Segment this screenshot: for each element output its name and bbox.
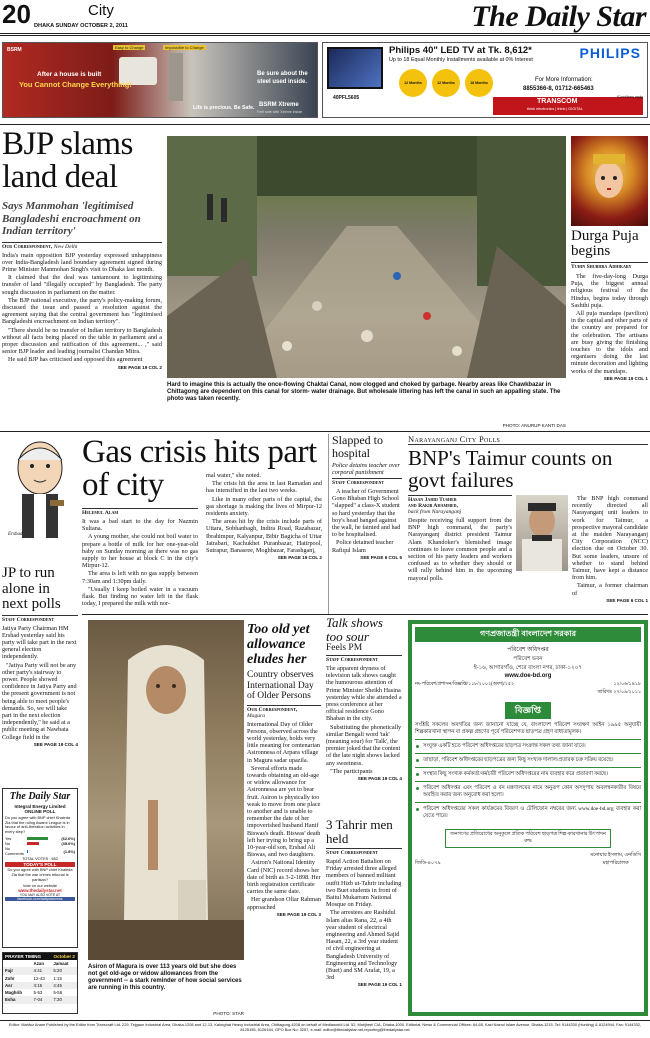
govt-ad[interactable]	[408, 620, 648, 1016]
poll-option-bar	[27, 837, 48, 840]
poll-option-pct: (35.6%)	[61, 841, 75, 847]
masthead	[0, 0, 650, 36]
govt-ad-signature: মনোয়ার ইসলাম, এনডিসি	[590, 853, 641, 858]
poll-website[interactable]: www.thedailystar.net	[18, 888, 62, 894]
ad-philips-brand: PHILIPS	[579, 45, 641, 61]
ad-bsrm-product-sub: Feel safe with Xtreme inside	[257, 110, 303, 114]
poll-option-pct: (62.6%)	[61, 836, 75, 842]
jp-headline[interactable]: JP to run alone in next polls	[2, 565, 61, 612]
garbage-scene-graphic	[167, 136, 566, 378]
cartoon-label: Ershad	[8, 532, 23, 537]
ad-philips[interactable]	[322, 42, 648, 118]
gas-byline: Helemul Alam	[82, 508, 198, 516]
bullet-icon	[416, 787, 419, 790]
poll-sms: YOU MAY ALSO VOTE AT	[19, 893, 61, 898]
taimur-photo[interactable]	[516, 495, 568, 571]
govt-ad-code: জিডি-৪০৭৯	[415, 861, 441, 866]
online-poll	[2, 788, 78, 948]
month-badges	[399, 69, 499, 99]
taimur-body-left: Despite receiving full support from the BNP high command, the party's Narayanganj district president Taimur Alam Khandoker's blemished image continues to leave common people and a section of his party leaders and workers confused as to whether they should or will rally behind him in the upcoming mayoral polls.	[408, 517, 512, 582]
sour-byline: Staff Correspondent	[326, 655, 402, 663]
bullet-icon	[416, 759, 419, 762]
month-badge: 18 Months	[465, 69, 493, 97]
tahrir-jump[interactable]: SEE PAGE 19 COL 1	[357, 982, 402, 988]
taimur-headline[interactable]: BNP's Taimur counts on govt failures	[408, 446, 613, 492]
ad-philips-info: For More Information:	[535, 77, 593, 83]
elder-byline: Our Correspondent, Magura	[247, 705, 321, 719]
taimur-portrait-graphic	[516, 495, 568, 571]
prayer-cell: Asr	[5, 982, 13, 988]
govt-ad-point: পরিবেশ অধিদপ্তরের সকল কার্যক্রমের বিবরণ ও টেলিফোন নম্বরের জন্য www.doe-bd.org ব্যবহার করা যেতে পারে।	[415, 802, 641, 823]
prayer-cell: Esha	[5, 997, 16, 1003]
sour-deck: Feels PM	[326, 643, 363, 653]
taimur-jump[interactable]: SEE PAGE 6 COL 1	[606, 597, 648, 603]
poll-option-label: Yes	[5, 836, 12, 842]
cartoon	[4, 436, 76, 554]
hospital-deck: Police detains teacher over corporal punishment	[332, 462, 400, 476]
poll-option-label: No Comments	[5, 846, 24, 857]
prayer-cell: 5-56	[53, 990, 63, 996]
canal-story	[167, 136, 566, 428]
ad-bsrm-line1: After a house is built	[37, 71, 102, 78]
govt-ad-points	[415, 739, 641, 823]
govt-ad-ministry: পরিবেশ অধিদপ্তর	[507, 647, 549, 653]
govt-ad-date-label: তারিখঃ	[597, 690, 613, 695]
lead-headline[interactable]: BJP slams land deal	[2, 126, 133, 195]
sour-body: The apparent dryness of television talk shows caught the humourous attention of Prime Minister Sheikh Hasina yesterday while she attended a press conference at her official residence Gono Bhaban in the city. Substituting the phonetically similar Bengali word 'tak' (meaning sour) for 'Talk', the premier joked that the content of the late night shows lacked any sweetness. "The participants	[326, 665, 402, 775]
prayer-header: PRAYER TIMING October 2	[5, 954, 75, 959]
poll-title: ONLINE POLL	[24, 809, 56, 814]
govt-ad-website[interactable]: www.doe-bd.org	[504, 673, 552, 679]
lead-story	[2, 128, 162, 428]
sour-jump[interactable]: SEE PAGE 19 COL 4	[357, 776, 402, 782]
prayer-cell: 4:15	[33, 982, 43, 988]
ad-bsrm-right1: Be sure about the	[257, 71, 308, 77]
sour-story	[326, 616, 402, 816]
elder-story	[247, 622, 321, 1016]
ad-bsrm-right2: steel used inside.	[257, 79, 308, 85]
prayer-col-header: Jamaat	[53, 961, 69, 966]
imprint-footer: Editor: Mahfuz Anam Published by the Editor from Transcraft Ltd. 229, Tejgaon Industrial Area, Dhaka-1208 and 12-13, Kalurghat Heavy Industrial Area, Chittagong-4208 on behalf of Mediaworld Ltd. 52, Motijheel C/A, Dhaka-1000. Editorial, News & Commercial Offices: 64-65, Kazi Nazrul Islam Avenue, Dhaka-1215, Tel: 9144330 (Hunting) & 8124944, Fax: 9144332, 8125155, 8126154, GPO Box No: 3257, e-mail: editor@thedailystar.net,reporting@thedailystar.net	[8, 1022, 642, 1032]
section-label: City	[88, 2, 114, 19]
govt-ad-notice-title: বিজ্ঞপ্তি	[505, 702, 551, 719]
govt-ad-point: সংযুক্ত একটি হতে পরিবেশ অধিদপ্তরের ছাড়পত্র সংক্রান্ত সকল তথ্য জানা যাবে।	[415, 739, 641, 753]
month-badge: 12 Months	[432, 69, 460, 97]
elder-body: International Day of Older Persons, observed across the world yesterday, holds very little meaning for centenarian Asironnesa of Arpara village in Magura sadar upazila. Several efforts made towards obtaining an old-age or widow allowance for Asironnessa are yet to bear fruit. Asiron is physically too weak to move from one place to another and is unable to remember the date of her impoverished husband Hanif Biswas's death. Biswas' death left her trying to bring up a 10-year-old son, Ershad Ali Biswas, and two daughters. Asiron's National Identity Card (NIC) record shows her date of birth as 3-2-1898. Her birth registration certificate carries the same date. Her grandson Oliar Rahman approached	[247, 720, 321, 911]
poll-option-bar	[27, 850, 28, 853]
prayer-cell: Zohr	[5, 975, 15, 981]
ad-bsrm-tab1: Easy to Change	[115, 45, 144, 50]
poll-option-pct: (1.8%)	[63, 848, 75, 854]
prayer-row	[3, 967, 77, 974]
govt-ad-header: গণপ্রজাতন্ত্রী বাংলাদেশ সরকার	[415, 627, 641, 642]
hospital-story	[328, 434, 402, 614]
jp-byline: Staff Correspondent	[2, 615, 78, 623]
ad-philips-dealer: TRANSCOM	[537, 98, 578, 105]
prayer-cell: Fajr	[5, 968, 14, 974]
poll-option-row	[5, 846, 75, 856]
taimur-kicker: Narayanganj City Polls	[408, 434, 648, 445]
govt-ad-point: সংস্থার কিছু সংখ্যক কর্মকর্তা/কর্মচারী পরিবেশ অধিদপ্তরের নাম ব্যবহার করে প্রতারণা করছে।	[415, 767, 641, 781]
govt-ad-intro: সংশ্লিষ্ট সকলের অবগতির জন্য জানানো যাচ্ছে যে, বাংলাদেশ পরিবেশ সংরক্ষণ আইন ১৯৯৫ অনুযায়ী শিল্পকারখানা স্থাপন বা প্রকল্প গ্রহণের পূর্বে পরিবেশগত ছাড়পত্র গ্রহণ বাধ্যতামূলক।	[415, 722, 641, 735]
gas-story	[82, 436, 322, 616]
elder-credit: PHOTO: STAR	[213, 1011, 244, 1016]
tahrir-byline: Staff Correspondent	[326, 848, 402, 856]
durga-byline: Tuhin Shubhra Adhikary	[571, 262, 648, 270]
tahrir-headline[interactable]: 3 Tahrir men held	[326, 817, 393, 846]
govt-ad-address: ই-১৬, আগারগাঁও, শেরে বাংলা নগর, ঢাকা-১২০৭	[473, 665, 583, 671]
poll-sponsor: Integral Energy Limited	[14, 804, 66, 809]
poll-question: Do you agree with BNP chief Khaleda Zia that the ruling Awami League is in favour of anti-liberation activities in every step?	[5, 815, 71, 834]
durga-idol-graphic	[571, 136, 648, 226]
ad-philips-subline: Up to 18 Equal Monthly Installments available at 0% Interest	[389, 57, 533, 63]
canal-credit: PHOTO: ANURUP KANTI DAS	[502, 423, 566, 428]
poll-today-label: TODAY'S POLL	[5, 862, 75, 867]
govt-ad-date2: ২৭/০৯/২০১১	[613, 690, 641, 695]
hospital-byline: Staff Correspondent	[332, 478, 402, 486]
sour-headline[interactable]: Talk shows too sour	[326, 615, 383, 644]
lead-deck: Says Manmohan 'legitimised Bangladeshi encroachment on Indian territory'	[2, 200, 141, 237]
tahrir-body: Rapid Action Battalion on Friday arrested three alleged members of banned militant outfit Hizb ut-Tahrir including two Buet students in front of Baitul Mukarram National Mosque on Friday. The arrestees are Rashidul Islam alias Rana, 22, a 4th year student of electrical engineering and Ahmed Sajid Hasan, 22, a 3rd year student of civil engineering at Bangladesh University of Engineering and Technology (Buet) and SM Arafat, 19, a 3rd	[326, 858, 402, 982]
pillar-graphic	[169, 53, 183, 101]
elder-photo-block	[88, 620, 244, 1016]
ad-philips-headline: Philips 40" LED TV at Tk. 8,612*	[389, 45, 532, 56]
poll-logo: The Daily Star	[9, 791, 71, 802]
canal-caption: Hard to imagine this is actually the once-flowing Chaktai Canal, now clogged and choked by garbage. Nearby areas like Chawkbazar in Chittagong are dependent on this canal for storm- water drainage. But wholesale littering has left the canal in such an appalling state. The photo was taken recently.	[167, 382, 561, 402]
prayer-row	[3, 996, 77, 1003]
ad-bsrm-tab2: Impossible to Change	[165, 45, 204, 50]
prayer-row	[3, 989, 77, 996]
poll-option-label: No	[5, 841, 10, 847]
bullet-icon	[416, 773, 419, 776]
elder-jump[interactable]: SEE PAGE 19 COL 3	[276, 911, 321, 917]
poll-total: TOTAL VOTES : 652	[21, 856, 59, 862]
month-badge: 12 Months	[399, 69, 427, 97]
poll-vote-label: Vote on our website	[22, 883, 58, 889]
paper-title: The Daily Star	[471, 0, 646, 33]
govt-ad-date1: ১২/০৬/১৪১৮	[613, 682, 641, 687]
prayer-cell: 5:20	[53, 968, 62, 974]
jp-body: Jatiya Party Chairman HM Ershad yesterday said his party will take part in the next general election independently. "Jatiya Party will not be any other party's stairway to power. People showed confidence in Jatiya Party and the present government is not being able to meet people's demands. So, we will take part in the next election independently," he said at a public meeting at Nawbata College field in the	[2, 624, 77, 741]
prayer-col-header: Azan	[33, 961, 45, 966]
gas-jump[interactable]: SEE PAGE 19 COL 2	[277, 555, 322, 561]
tv-graphic	[327, 47, 383, 89]
prayer-cell: Maghrib	[5, 990, 23, 996]
jp-jump[interactable]: SEE PAGE 19 COL 4	[33, 741, 78, 747]
elder-headline[interactable]: Too old yet allowance eludes her	[247, 622, 310, 667]
hospital-body: A teacher of Government Gono Bhaban High School "slapped" a class-X student so hard yesterday that the boy's head banged against the wall, he fainted and had to be hospitalised. Police detained teacher Rafiqul Islam	[332, 488, 401, 554]
prayer-cell: 1:15	[53, 975, 62, 981]
prayer-cell: 5-53	[33, 990, 43, 996]
govt-ad-signature-title: মহাপরিচালক	[602, 861, 629, 866]
prayer-col-header	[3, 960, 32, 967]
prayer-timing	[2, 952, 78, 1014]
ad-philips-phone: 8855366-8, 01712-665463	[523, 86, 594, 92]
prayer-row	[3, 982, 77, 989]
gas-body-col2: mal water," she noted. The crisis hit the area in last Ramadan and has intensified in the last two weeks. Like in many other parts of the capital, the gas shortage is making the lives of Mirpur-12 residents anxiety. The areas hit by the crisis include parts of Uttara, Sobhanbagh, Indira Road, Razabazar, Ibrahimpur, Kalyanpur, Bibir Bagicha of Uttar Jatrabari, Kachukhet Puranbazar, Hatirpool, Sutrapur, Banasree, Moghbazar, Farashganj,	[206, 472, 322, 555]
poll-results	[5, 836, 75, 856]
ad-philips-model: 40PFL5605	[333, 95, 360, 101]
dateline: DHAKA SUNDAY OCTOBER 2, 2011	[34, 23, 128, 29]
prayer-cell: 7:30	[53, 997, 62, 1003]
prayer-cell: 4:45	[53, 982, 62, 988]
ad-bsrm-tagline: Life is precious. Be Safe.	[193, 105, 255, 111]
taimur-body-right: The BNP high command recently directed all Narayanganj unit leaders to work for Taimur, a prospective mayoral candidate at the maiden Narayanganj City Corporation (NCC) election due on October 30. But some leaders, unsure of whether to stand behind Taimur, have kept a distance from him. Taimur, a former chairman of	[572, 495, 648, 597]
elder-woman-graphic	[88, 620, 244, 960]
elder-deck: Country observes International Day of Older Persons	[247, 670, 314, 701]
govt-ad-point: তাছাড়া, পরিবেশ অধিদপ্তরের ছাড়পত্রের জন্য কিছু সংখ্যক দালাল/প্রতারক চক্র সক্রিয় রয়েছে।	[415, 753, 641, 767]
govt-ad-footer-box: জনগণের প্রতিরোধের অনুকূলে প্রতিক পরিবেশ ছাড়পত্র শিল্প-কারখানার উৎপাদন রুদ্ধ	[445, 829, 611, 848]
govt-ad-ministry2: পরিবেশ ভবন	[513, 656, 543, 662]
hospital-headline[interactable]: Slapped to hospital	[332, 433, 383, 460]
taimur-story	[408, 434, 648, 614]
ad-philips-conditions: *Conditions apply	[616, 95, 643, 99]
taimur-byline: Hasan Jahid Tusher and Rakib Ahammed, back from Narayanganj	[408, 495, 512, 515]
prayer-cell: 12-43	[33, 975, 45, 981]
page-number: 20	[2, 0, 31, 29]
ad-bsrm-line2: You Cannot Change Everything!	[19, 80, 132, 89]
bullet-icon	[416, 808, 419, 811]
lead-body: India's main opposition BJP yesterday expressed unhappiness over India-Bangladesh land boundary agreement signed during Prime Minister Manmohan Singh's visit to Dhaka last month. It claimed that the deal was tantamount to legitimising transfer of land "illegally occupied" by Bangladesh. The party sought discussion in parliament on the matter. The BJP national executive, the party's policy-making forum, discussed the issue and passed a resolution against the agreement saying that the central government has "legitimised Bangladeshi encroachment on Indian territory". "There should be no transfer of Indian territory to Bangladesh without all facts being placed on the table in parliament and a proper discussion and ratification of this agreement... ," said senior BJP leader and leading journalist Chandan Mitra. He said BJP has criticised and opposed this agreement	[2, 251, 162, 364]
durga-photo[interactable]	[571, 136, 648, 226]
lead-byline: Our Correspondent, New Delhi	[2, 242, 162, 250]
tahrir-story	[326, 818, 402, 1016]
poll-facebook[interactable]: facebook.com/dailystarnews	[5, 897, 75, 901]
prayer-row	[3, 975, 77, 982]
elder-photo[interactable]	[88, 620, 244, 960]
durga-body: The five-day-long Durga Puja, the biggest annual religious festival of the Hindus, begins today through Sashthi puja. All puja mandaps (pavilion) in the capital and other parts of the country are prepared for the celebration. The artisans are busy giving the finishing touches to the idols and organisers doing the last minute decoration and lighting works of the mandaps.	[571, 273, 648, 375]
durga-jump[interactable]: SEE PAGE 19 COL 1	[603, 375, 648, 381]
elder-caption: Asiron of Magura is over 113 years old but she does not get old-age or widow allowances from the government -- a stark reminder of how social services are running in this country.	[88, 964, 242, 991]
prayer-cell: 4:41	[33, 968, 43, 974]
govt-ad-point: পরিবেশ অধিদপ্তর এবং পরিবেশ ও বন মন্ত্রণালয়ের নামে অনুরূপ কোন অসদুপায় অবলম্বনকারীর বিষয়ে অবহিত করার জন্য অনুরোধ করা হলো।	[415, 781, 641, 802]
canal-photo[interactable]	[167, 136, 566, 378]
lead-jump[interactable]: SEE PAGE 19 COL 2	[117, 364, 162, 370]
poll-today-question: Do you agree with BNP chief Khaleda Zia that the war crimes tribunal is partisan?	[7, 867, 73, 882]
ad-bsrm[interactable]	[2, 42, 318, 118]
ad-bsrm-brand: BSRM	[7, 47, 22, 53]
durga-headline[interactable]: Durga Puja begins	[571, 228, 639, 259]
ad-philips-dealer-sub: think electronics | think | DIGITAL	[527, 107, 583, 111]
gas-body-col1: It was a bad start to the day for Nazmin Sultana. A young mother, she could not boil water to prepare a bottle of milk for her one-year-old baby on Sunday morning as there was no gas supply to her house at block C in the city's Mirpur-12. The area is left with no gas supply between 7:30am and 1:30pm daily. "Usually I keep boiled water in a vacuum flask. But finding no water left in the flask today, I prepared the milk with nor-	[82, 518, 198, 608]
gas-headline[interactable]: Gas crisis hits part of city	[82, 434, 317, 503]
bullet-icon	[416, 745, 419, 748]
jp-story	[2, 566, 78, 776]
poll-option-bar	[27, 842, 39, 845]
ad-bsrm-product: BSRM Xtreme	[259, 102, 299, 108]
durga-story	[571, 136, 648, 428]
prayer-cell: 7-04	[33, 997, 43, 1003]
govt-ad-memo: নং-পরিবেশ/প্রশাসন/বিজ্ঞপ্তি/১১৮/২০০২(অংশ)/২৫২	[415, 682, 515, 687]
hospital-jump[interactable]: SEE PAGE 6 COL 5	[360, 554, 402, 560]
prayer-table	[3, 960, 77, 1004]
